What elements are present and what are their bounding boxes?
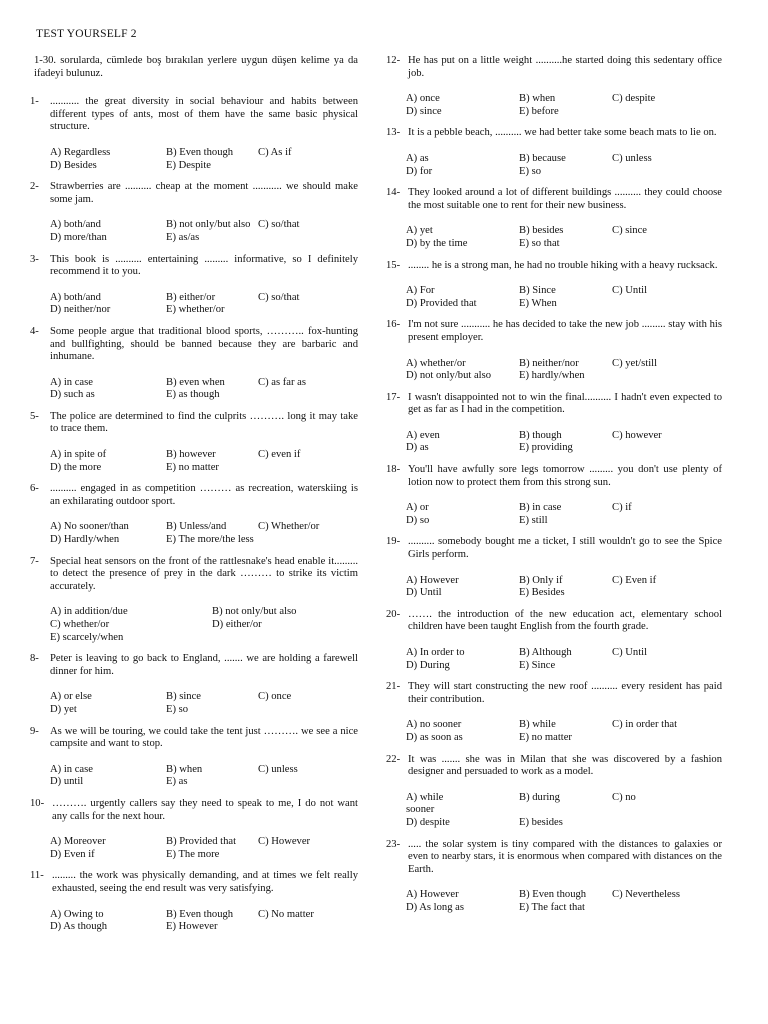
question-number: 13- bbox=[386, 127, 403, 139]
question-text: ………. urgently callers say they need to speak to me, I do not want any calls for the next hour. bbox=[52, 797, 358, 822]
question-text: He has put on a little weight ..........he started doing this sedentary office job. bbox=[408, 55, 722, 79]
answer-option[interactable]: A) For bbox=[406, 285, 435, 297]
question-stem bbox=[30, 556, 358, 594]
answer-option[interactable]: B) during bbox=[519, 791, 560, 803]
question-stem bbox=[386, 392, 722, 417]
answer-option[interactable]: D) not only/but also bbox=[406, 370, 492, 382]
answer-option[interactable]: B) even when bbox=[166, 376, 225, 388]
question-text: ........... the great diversity in social behaviour and habits between different types of ants, most of them have the same basic physical structure. bbox=[50, 96, 358, 133]
answer-option[interactable]: D) for bbox=[406, 165, 433, 177]
answer-option[interactable]: A) No sooner/than bbox=[50, 521, 129, 533]
answer-option[interactable]: B) not only/but also bbox=[212, 606, 297, 618]
answer-option[interactable]: A) both/and bbox=[50, 291, 101, 303]
answer-option[interactable]: E) hardly/when bbox=[519, 370, 585, 382]
question-number: 4- bbox=[30, 325, 42, 337]
answer-options bbox=[30, 909, 358, 934]
option-row bbox=[406, 817, 722, 830]
question-stem bbox=[30, 726, 358, 751]
option-row bbox=[50, 534, 358, 547]
question-stem bbox=[386, 55, 722, 80]
answer-option[interactable]: B) when bbox=[519, 93, 556, 105]
question-number: 6- bbox=[30, 483, 42, 495]
question-number: 15- bbox=[386, 259, 403, 271]
question-text: ……. the introduction of the new education act, elementary school children have been taught English from the fourth grade. bbox=[408, 608, 722, 633]
question-stem bbox=[30, 798, 358, 823]
answer-option[interactable]: A) once bbox=[406, 93, 440, 105]
answer-option[interactable]: D) either/or bbox=[212, 619, 262, 630]
answer-option[interactable]: B) either/or bbox=[166, 291, 216, 303]
answer-options bbox=[386, 153, 722, 178]
option-row bbox=[50, 160, 358, 173]
question-stem bbox=[30, 411, 358, 436]
option-row bbox=[406, 285, 722, 298]
answer-options bbox=[30, 606, 358, 644]
question-number: 22- bbox=[386, 753, 403, 765]
answer-option[interactable]: B) in case bbox=[519, 502, 562, 514]
question-number: 17- bbox=[386, 391, 403, 403]
answer-option[interactable]: E) The fact that bbox=[519, 901, 585, 913]
answer-option[interactable]: E) Despite bbox=[166, 159, 212, 171]
option-row bbox=[50, 521, 358, 534]
question-number: 18- bbox=[386, 464, 403, 476]
question-number: 5- bbox=[30, 410, 42, 422]
question-stem bbox=[386, 464, 722, 489]
answer-option[interactable]: D) despite bbox=[406, 816, 450, 828]
question-number: 10- bbox=[30, 797, 47, 809]
question-7 bbox=[30, 556, 358, 645]
answer-options bbox=[386, 358, 722, 383]
question-16 bbox=[386, 319, 722, 382]
question-stem bbox=[30, 96, 358, 134]
answer-options bbox=[386, 285, 722, 310]
answer-options bbox=[386, 647, 722, 672]
answer-option[interactable]: E) so bbox=[166, 703, 189, 715]
answer-options bbox=[30, 521, 358, 546]
option-row bbox=[406, 370, 722, 383]
answer-option[interactable]: A) in case bbox=[50, 763, 93, 775]
answer-option[interactable]: B) when bbox=[166, 763, 203, 775]
answer-option[interactable]: C) even if bbox=[258, 449, 301, 461]
answer-option[interactable]: D) During bbox=[406, 659, 450, 671]
option-row bbox=[406, 587, 722, 600]
right-column bbox=[386, 55, 722, 924]
answer-option[interactable]: B) Even though bbox=[166, 146, 234, 158]
question-4 bbox=[30, 326, 358, 402]
question-text: This book is .......... entertaining ......... informative, so I definitely recommend it to you. bbox=[50, 253, 358, 278]
question-text: .......... somebody bought me a ticket, I still wouldn't go to see the Spice Girls perform. bbox=[408, 536, 722, 561]
question-stem bbox=[30, 254, 358, 279]
question-stem bbox=[386, 609, 722, 634]
option-row bbox=[406, 719, 722, 732]
question-stem bbox=[386, 187, 722, 212]
answer-option[interactable]: C) so/that bbox=[258, 219, 300, 231]
answer-option[interactable]: E) so that bbox=[519, 237, 560, 249]
answer-option[interactable]: D) Besides bbox=[50, 159, 97, 171]
option-row bbox=[50, 606, 358, 619]
answer-option[interactable]: C) since bbox=[612, 225, 648, 237]
option-row bbox=[406, 902, 722, 915]
answer-option[interactable]: D) Provided that bbox=[406, 297, 477, 309]
answer-option[interactable]: A) in addition/due bbox=[50, 606, 128, 618]
question-21 bbox=[386, 681, 722, 744]
answer-option[interactable]: D) Hardly/when bbox=[50, 534, 120, 546]
option-row bbox=[50, 836, 358, 849]
answer-option[interactable]: D) by the time bbox=[406, 237, 468, 249]
answer-option[interactable]: B) neither/nor bbox=[519, 357, 579, 369]
question-text: The police are determined to find the culprits ………. long it may take to trace them. bbox=[50, 410, 358, 435]
answer-options bbox=[386, 575, 722, 600]
answer-option[interactable]: D) neither/nor bbox=[50, 304, 111, 316]
question-stem bbox=[386, 319, 722, 344]
question-text: Strawberries are .......... cheap at the moment ........... we should make some jam. bbox=[50, 181, 358, 205]
answer-options bbox=[386, 792, 722, 830]
answer-option[interactable]: C) in order that bbox=[612, 719, 678, 731]
question-text: It is a pebble beach, .......... we had better take some beach mats to lie on. bbox=[408, 127, 717, 139]
question-12 bbox=[386, 55, 722, 118]
question-number: 1- bbox=[30, 96, 42, 108]
option-row bbox=[50, 147, 358, 160]
question-6 bbox=[30, 483, 358, 546]
option-row bbox=[406, 225, 722, 238]
question-number: 16- bbox=[386, 319, 403, 331]
answer-option[interactable]: C) no bbox=[612, 791, 636, 803]
answer-option[interactable]: D) As long as bbox=[406, 901, 464, 913]
option-row bbox=[50, 909, 358, 922]
option-row bbox=[50, 462, 358, 475]
question-number: 3- bbox=[30, 253, 42, 265]
answer-option[interactable]: D) the more bbox=[50, 461, 102, 473]
option-row bbox=[50, 921, 358, 934]
option-row bbox=[50, 776, 358, 789]
answer-option[interactable]: B) Even though bbox=[519, 889, 587, 901]
question-text: It was ....... she was in Milan that she was discovered by a fashion designer and persuaded to work as a model. bbox=[408, 753, 722, 778]
question-17 bbox=[386, 392, 722, 455]
answer-option[interactable]: E) no matter bbox=[166, 461, 219, 473]
answer-option[interactable]: A) or bbox=[406, 502, 429, 514]
question-20 bbox=[386, 609, 722, 672]
answer-options bbox=[386, 225, 722, 250]
option-row bbox=[50, 304, 358, 317]
question-text: I wasn't disappointed not to win the final.......... I hadn't even expected to get as far as I had in the competition. bbox=[408, 391, 722, 416]
option-row bbox=[50, 292, 358, 305]
answer-option[interactable]: E) no matter bbox=[519, 731, 572, 743]
question-text: Peter is leaving to go back to England, ....... we are holding a farewell dinner for him. bbox=[50, 653, 358, 677]
answer-option[interactable]: E) as though bbox=[166, 389, 220, 401]
answer-option[interactable]: C) once bbox=[258, 691, 292, 703]
answer-option[interactable]: D) as bbox=[406, 442, 429, 454]
question-11 bbox=[30, 870, 358, 933]
answer-option[interactable]: E) as/as bbox=[166, 231, 200, 243]
answer-option[interactable]: C) Even if bbox=[612, 574, 657, 586]
answer-option[interactable]: C) whether/or bbox=[50, 619, 110, 630]
answer-option[interactable]: D) Until bbox=[406, 587, 442, 599]
answer-options bbox=[386, 889, 722, 914]
question-number: 11- bbox=[30, 870, 47, 882]
answer-option[interactable]: A) whether/or bbox=[406, 357, 466, 369]
question-text: Special heat sensors on the front of the rattlesnake's head enable it......... to detect the presence of prey in the dark ……… to strike its victim accurately. bbox=[50, 555, 358, 592]
question-8 bbox=[30, 653, 358, 716]
option-row bbox=[406, 660, 722, 673]
answer-options bbox=[30, 377, 358, 402]
answer-option[interactable]: C) Until bbox=[612, 647, 648, 658]
answer-option[interactable]: C) unless bbox=[258, 763, 298, 775]
option-row bbox=[50, 691, 358, 704]
answer-option[interactable]: B) though bbox=[519, 429, 562, 441]
option-row bbox=[406, 430, 722, 443]
answer-option[interactable]: E) However bbox=[166, 921, 218, 933]
answer-options bbox=[30, 147, 358, 172]
answer-option[interactable]: C) so/that bbox=[258, 291, 300, 303]
question-stem bbox=[30, 653, 358, 678]
answer-option[interactable]: E) so bbox=[519, 165, 542, 177]
option-row bbox=[406, 515, 722, 528]
left-column bbox=[30, 55, 358, 943]
answer-option[interactable]: B) while bbox=[519, 719, 556, 731]
answer-option[interactable]: A) both/and bbox=[50, 219, 101, 231]
answer-option[interactable]: A) Moreover bbox=[50, 836, 106, 848]
answer-option[interactable]: D) since bbox=[406, 105, 442, 117]
answer-option[interactable]: B) however bbox=[166, 449, 216, 461]
question-number: 2- bbox=[30, 181, 42, 193]
question-number: 7- bbox=[30, 555, 42, 567]
answer-option[interactable]: A) In order to bbox=[406, 647, 465, 658]
answer-option[interactable]: A) even bbox=[406, 429, 440, 441]
answer-option[interactable]: D) more/than bbox=[50, 231, 107, 243]
answer-options bbox=[30, 292, 358, 317]
answer-option[interactable]: C) However bbox=[258, 836, 311, 848]
question-text: ......... the work was physically demanding, and at times we felt really exhausted, seeing the end result was very satisfying. bbox=[52, 870, 358, 894]
answer-option[interactable]: B) Even though bbox=[166, 908, 234, 920]
question-number: 21- bbox=[386, 681, 403, 693]
answer-option[interactable]: sooner bbox=[406, 804, 435, 816]
question-text: They looked around a lot of different buildings .......... they could choose the most suitable one to rent for their new business. bbox=[408, 187, 722, 211]
answer-option[interactable]: C) Nevertheless bbox=[612, 889, 680, 901]
answer-option[interactable]: C) As if bbox=[258, 146, 292, 158]
question-14 bbox=[386, 187, 722, 250]
option-row bbox=[50, 764, 358, 777]
answer-options bbox=[386, 93, 722, 118]
answer-option[interactable]: D) as soon as bbox=[406, 731, 463, 743]
question-stem bbox=[30, 326, 358, 364]
answer-option[interactable]: E) scarcely/when bbox=[50, 631, 124, 643]
answer-option[interactable]: B) Only if bbox=[519, 574, 563, 586]
question-22 bbox=[386, 754, 722, 830]
option-row bbox=[406, 93, 722, 106]
answer-option[interactable]: E) The more/the less bbox=[166, 534, 254, 546]
answer-option[interactable]: A) However bbox=[406, 889, 459, 901]
instructions: 1-30. sorularda, cümlede boş bırakılan yerlere uygun düşen kelime ya da ifadeyi bulunuz. bbox=[34, 55, 358, 79]
answer-options bbox=[386, 430, 722, 455]
question-text: .......... engaged in as competition ……… as recreation, waterskiing is an exhilarating outdoor sport. bbox=[50, 483, 358, 507]
answer-option[interactable]: E) as bbox=[166, 776, 188, 788]
question-stem bbox=[386, 681, 722, 706]
answer-options bbox=[30, 764, 358, 789]
question-text: You'll have awfully sore legs tomorrow ......... you don't use plenty of lotion now to protect them from this strong sun. bbox=[408, 464, 722, 488]
option-row bbox=[406, 298, 722, 311]
answer-option[interactable]: E) providing bbox=[519, 442, 573, 454]
question-5 bbox=[30, 411, 358, 474]
question-text: ..... the solar system is tiny compared with the distances to galaxies or even to nearby stars, it is enormous when compared with distances on the Earth. bbox=[408, 838, 722, 875]
option-row bbox=[50, 449, 358, 462]
answer-option[interactable]: E) before bbox=[519, 105, 559, 117]
answer-option[interactable]: C) No matter bbox=[258, 908, 314, 920]
answer-option[interactable]: B) besides bbox=[519, 225, 564, 237]
question-stem bbox=[386, 260, 722, 273]
page-title: TEST YOURSELF 2 bbox=[36, 28, 137, 40]
answer-options bbox=[386, 502, 722, 527]
answer-option[interactable]: A) while bbox=[406, 791, 444, 803]
answer-option[interactable]: D) As though bbox=[50, 921, 108, 933]
question-stem bbox=[386, 839, 722, 877]
answer-option[interactable]: B) because bbox=[519, 152, 566, 164]
option-row bbox=[406, 166, 722, 179]
option-row bbox=[50, 389, 358, 402]
question-19 bbox=[386, 536, 722, 599]
question-number: 14- bbox=[386, 187, 403, 199]
option-row bbox=[50, 849, 358, 862]
option-row bbox=[406, 889, 722, 902]
answer-option[interactable]: A) no sooner bbox=[406, 719, 462, 731]
question-18 bbox=[386, 464, 722, 527]
question-stem bbox=[386, 536, 722, 561]
answer-option[interactable]: A) However bbox=[406, 574, 459, 586]
option-row bbox=[50, 377, 358, 390]
question-stem bbox=[386, 754, 722, 779]
question-text: As we will be touring, we could take the tent just ………. we see a nice campsite and want to stop. bbox=[50, 725, 358, 750]
question-text: They will start constructing the new roof .......... every resident has paid their contribution. bbox=[408, 681, 722, 705]
answer-option[interactable]: C) yet/still bbox=[612, 357, 658, 369]
right-question-list bbox=[386, 55, 722, 915]
option-row bbox=[50, 704, 358, 717]
option-row bbox=[406, 502, 722, 515]
answer-options bbox=[30, 219, 358, 244]
option-row bbox=[406, 792, 722, 805]
option-row bbox=[406, 358, 722, 371]
answer-option[interactable]: A) or else bbox=[50, 691, 92, 703]
answer-option[interactable]: C) however bbox=[612, 429, 662, 441]
answer-option[interactable]: D) such as bbox=[50, 389, 95, 401]
answer-option[interactable]: C) Whether/or bbox=[258, 521, 320, 533]
question-10 bbox=[30, 798, 358, 861]
answer-option[interactable]: E) Besides bbox=[519, 587, 565, 599]
answer-options bbox=[30, 691, 358, 716]
question-number: 19- bbox=[386, 536, 403, 548]
answer-option[interactable]: A) in case bbox=[50, 376, 93, 388]
question-number: 8- bbox=[30, 653, 42, 665]
question-23 bbox=[386, 839, 722, 915]
option-row bbox=[406, 575, 722, 588]
answer-option[interactable]: E) The more bbox=[166, 848, 220, 860]
option-row bbox=[406, 153, 722, 166]
answer-option[interactable]: B) Although bbox=[519, 647, 572, 658]
answer-option[interactable]: D) until bbox=[50, 776, 84, 788]
answer-option[interactable]: C) despite bbox=[612, 93, 656, 105]
answer-option[interactable]: A) Owing to bbox=[50, 908, 104, 920]
question-number: 12- bbox=[386, 55, 403, 66]
answer-option[interactable]: C) unless bbox=[612, 152, 652, 164]
question-stem bbox=[30, 483, 358, 508]
question-stem bbox=[30, 181, 358, 206]
answer-options bbox=[30, 449, 358, 474]
option-row bbox=[406, 804, 722, 817]
question-13 bbox=[386, 127, 722, 178]
answer-options bbox=[386, 719, 722, 744]
option-row bbox=[406, 238, 722, 251]
answer-option[interactable]: C) as far as bbox=[258, 376, 306, 388]
question-2 bbox=[30, 181, 358, 244]
option-row bbox=[406, 732, 722, 745]
question-3 bbox=[30, 254, 358, 317]
answer-option[interactable]: E) Since bbox=[519, 659, 556, 671]
answer-option[interactable]: B) Provided that bbox=[166, 836, 237, 848]
answer-option[interactable]: C) if bbox=[612, 502, 632, 514]
question-number: 23- bbox=[386, 838, 403, 850]
option-row bbox=[406, 647, 722, 660]
question-1 bbox=[30, 96, 358, 172]
answer-option[interactable]: B) Since bbox=[519, 285, 556, 297]
answer-option[interactable]: D) yet bbox=[50, 703, 77, 715]
left-question-list bbox=[30, 96, 358, 934]
question-9 bbox=[30, 726, 358, 789]
answer-option[interactable]: B) not only/but also bbox=[166, 219, 251, 231]
answer-option[interactable]: B) Unless/and bbox=[166, 521, 227, 533]
option-row bbox=[406, 442, 722, 455]
question-text: ........ he is a strong man, he had no trouble hiking with a heavy rucksack. bbox=[408, 259, 718, 271]
answer-option[interactable]: B) since bbox=[166, 691, 202, 703]
question-text: Some people argue that traditional blood sports, ……….. fox-hunting and bullfighting, should be banned because they are barbaric and inhumane. bbox=[50, 325, 358, 363]
question-number: 9- bbox=[30, 725, 42, 737]
answer-option[interactable]: E) still bbox=[519, 514, 548, 526]
question-15 bbox=[386, 260, 722, 311]
option-row bbox=[50, 632, 358, 645]
option-row bbox=[406, 106, 722, 119]
option-row bbox=[50, 232, 358, 245]
answer-option[interactable]: A) yet bbox=[406, 225, 433, 237]
option-row bbox=[50, 219, 358, 232]
answer-option[interactable]: D) so bbox=[406, 514, 430, 526]
answer-option[interactable]: A) as bbox=[406, 152, 429, 164]
answer-option[interactable]: E) besides bbox=[519, 816, 563, 828]
answer-option[interactable]: A) in spite of bbox=[50, 449, 107, 461]
question-number: 20- bbox=[386, 608, 403, 620]
answer-options bbox=[30, 836, 358, 861]
answer-option[interactable]: E) whether/or bbox=[166, 304, 225, 316]
option-row bbox=[50, 619, 358, 632]
answer-option[interactable]: A) Regardless bbox=[50, 146, 111, 158]
answer-option[interactable]: D) Even if bbox=[50, 848, 95, 860]
question-text: I'm not sure ........... he has decided to take the new job ......... stay with his present employer. bbox=[408, 319, 722, 343]
answer-option[interactable]: C) Until bbox=[612, 285, 648, 297]
question-stem bbox=[386, 127, 722, 140]
question-stem bbox=[30, 870, 358, 895]
answer-option[interactable]: E) When bbox=[519, 297, 557, 309]
